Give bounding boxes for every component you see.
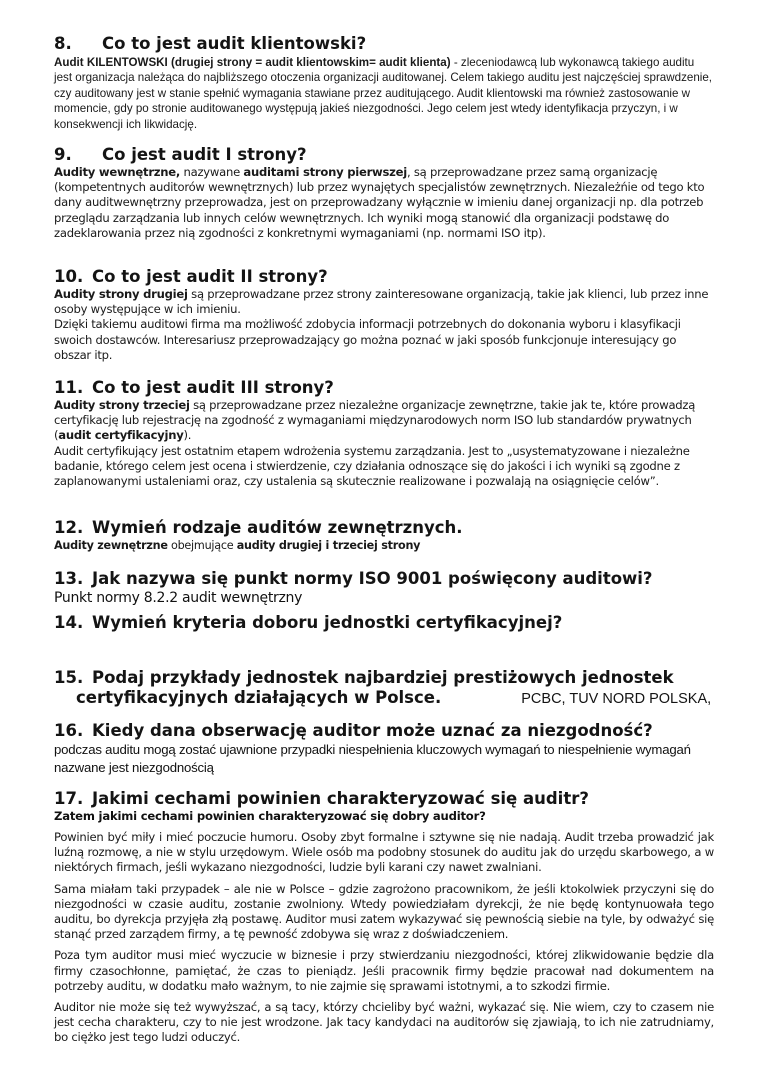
body-text: - zleceniodawcą lub wykonawcą takiego auditu jest organizacja należąca do najbliższego otoczenia organizacji auditowanej. Celem takiego auditu jest najczęściej sprawdzenie, czy auditowany jest w stanie spełnić wymagania stawiane przez auditującego. Audit klientowski ma również zastosowanie w momencie, gdy po stronie auditowanego występują jakieś niezgodności. Jego celem jest wtedy identyfikacja przyczyn, i w konsekwencji ich likwidację.	[54, 56, 713, 131]
section-subtitle: Zatem jakimi cechami powinien charakteryzować się dobry auditor?	[54, 809, 486, 823]
bold-lead: Audity strony drugiej	[54, 287, 188, 301]
section-body	[54, 165, 714, 241]
section-number: 16.	[54, 721, 84, 740]
body-text: obejmujące	[167, 539, 237, 552]
section-heading	[54, 267, 714, 287]
section-heading	[54, 34, 714, 54]
section-title: Co to jest audit klientowski?	[102, 34, 367, 53]
section-answer: podczas auditu mogą zostać ujawnione przypadki niespełnienia kluczowych wymagań to niespełnienie wymagań nazwane jest niezgodnością	[54, 742, 691, 775]
bold-lead: Audit KILENTOWSKI (drugiej strony = audit klientowskim= audit klienta)	[54, 56, 451, 69]
body-text: ).	[183, 428, 192, 443]
section-title: Co to jest audit III strony?	[92, 378, 334, 397]
section-15	[54, 668, 714, 709]
section-heading	[54, 789, 714, 809]
section-number: 17.	[54, 789, 84, 808]
bold-term: audit certyfikacyjny	[58, 428, 184, 443]
section-body	[54, 287, 714, 317]
section-11	[54, 378, 714, 489]
section-body	[54, 398, 714, 444]
section-title: Wymień rodzaje auditów zewnętrznych.	[92, 518, 463, 537]
section-heading	[54, 613, 714, 633]
section-heading-line-2	[54, 688, 714, 709]
section-8	[54, 34, 714, 132]
section-14	[54, 613, 714, 633]
section-answer: Punkt normy 8.2.2 audit wewnętrzny	[54, 590, 303, 606]
section-title: Jak nazywa się punkt normy ISO 9001 poświęcony auditowi?	[92, 569, 653, 588]
section-number: 12.	[54, 518, 84, 537]
section-title: Wymień kryteria doboru jednostki certyfikacyjnej?	[92, 613, 563, 632]
section-9	[54, 145, 714, 241]
section-17	[54, 789, 714, 1046]
section-number: 9.	[54, 145, 72, 164]
section-number: 8.	[54, 34, 72, 53]
section-heading	[54, 518, 714, 538]
paragraph: Sama miałam taki przypadek – ale nie w Polsce – gdzie zagrożono pracownikom, że jeśli ktokolwiek przyczyni się do niezgodności w czasie auditu, zostanie zwolniony. Wtedy powiedziałam dyrekcji, że nie będę kontynuowała tego auditu, bo dyrekcja przyjęła złą postawę. Auditor musi zatem wykazywać się pewnością siebie na tyle, by odważyć się stanąć przed zarządem firmy, a tę pewność zdobywa się wraz z doświadczeniem.	[54, 881, 714, 942]
section-number: 11.	[54, 378, 84, 397]
paragraph: Poza tym auditor musi mieć wyczucie w biznesie i przy stwierdzaniu niezgodności, której zlikwidowanie będzie dla firmy czasochłonne, pamiętać, że czas to pieniądz. Jeśli pracownik firmy będzie pracował nad dokumentem na potrzeby auditu, w dodatku mało ważnym, to nie zajmie się sprawami istotnymi, a to szkodzi firmie.	[54, 948, 714, 993]
section-number: 13.	[54, 569, 84, 588]
bold-term: audity drugiej i trzeciej strony	[236, 539, 421, 552]
paragraph: Auditor nie może się też wywyższać, a są tacy, którzy chcieliby być ważni, wykazać się. Nie wiem, czy to czasem nie jest cecha charakteru, czy to nie jest wrodzone. Jak tacy kandydaci na auditorów się zjawiają, to ich nie zatrudniamy, bo ciężko jest tego ludzi oduczyć.	[54, 1000, 714, 1045]
section-title: Kiedy dana obserwację auditor może uznać za niezgodność?	[92, 721, 653, 740]
section-title: Podaj przykłady jednostek najbardziej prestiżowych jednostek	[92, 668, 674, 687]
bold-lead: Audity wewnętrzne,	[54, 165, 181, 179]
section-number: 15.	[54, 668, 84, 687]
bold-term: auditami strony pierwszej	[243, 165, 408, 179]
bold-lead: Audity zewnętrzne	[54, 539, 168, 552]
section-body-2: Audit certyfikujący jest ostatnim etapem wdrożenia systemu zarządzania. Jest to „usystematyzowane i niezależne badanie, którego celem jest ocena i stwierdzenie, czy działania odnoszące się do jakości i ich wyniki są zgodne z zaplanowanymi ustaleniami oraz, czy ustalenia są skutecznie realizowane i pozwalają na osiągnięcie celów”.	[54, 443, 690, 489]
section-title: Jakimi cechami powinien charakteryzować się auditr?	[92, 789, 589, 808]
section-heading	[54, 668, 714, 688]
section-body	[54, 55, 714, 132]
section-title: certyfikacyjnych działających w Polsce.	[76, 688, 442, 707]
body-text: są przeprowadzane przez niezależne organizacje zewnętrzne, takie jak te, które prowadzą certyfikację lub rejestrację na zgodność z wymaganiami międzynarodowych norm ISO lub standardów prywatnych (	[54, 398, 696, 443]
section-13	[54, 569, 714, 607]
section-heading	[54, 378, 714, 398]
body-text: są przeprowadzane przez strony zainteresowane organizacją, takie jak klienci, lub przez inne osoby występujące w ich imieniu.	[54, 287, 709, 317]
section-heading	[54, 145, 714, 165]
section-answer: PCBC, TUV NORD POLSKA,	[521, 691, 712, 707]
section-16	[54, 721, 714, 777]
bold-lead: Audity strony trzeciej	[54, 398, 190, 412]
section-body	[54, 538, 714, 553]
paragraph: Powinien być miły i mieć poczucie humoru. Osoby zbyt formalne i sztywne się nie nadają. Audit trzeba prowadzić jak luźną rozmowę, a nie w stylu urzędowym. Wiele osób ma podobny stosunek do auditu jak do urzędu skarbowego, a w niektórych firmach, jeśli wykazano niezgodności, ludzie byli karani czy nawet zwalniani.	[54, 830, 714, 875]
section-title: Co to jest audit II strony?	[92, 267, 328, 286]
section-body-2: Dzięki takiemu auditowi firma ma możliwość zdobycia informacji potrzebnych do dokonania wyboru i klasyfikacji swoich dostawców. Interesariusz przeprowadzający go można poznać w jaki sposób funkcjonuje interesujący go obszar itp.	[54, 317, 681, 362]
body-text: , są przeprowadzane przez samą organizację (kompetentnych auditorów wewnętrznych) lub przez wynajętych specjalistów zewnętrznych. Niezależńie od tego kto dany auditwewnętrzny przeprowadza, jest on przeprowadzany wyłącznie w imieniu danej organizacji np. dla potrzeb przeglądu zarządzania lub innych celów wewnętrznych. Ich wyniki mogą stanowić dla organizacji podstawę do zadeklarowania przez nią zgodności z konkretnymi wymaganiami (np. normami ISO itp).	[54, 165, 705, 240]
section-number: 14.	[54, 613, 84, 632]
section-10	[54, 267, 714, 363]
section-heading	[54, 721, 714, 741]
section-12	[54, 518, 714, 553]
section-number: 10.	[54, 267, 84, 286]
section-title: Co jest audit I strony?	[102, 145, 307, 164]
body-text: nazywane	[180, 165, 244, 179]
section-heading	[54, 569, 714, 589]
